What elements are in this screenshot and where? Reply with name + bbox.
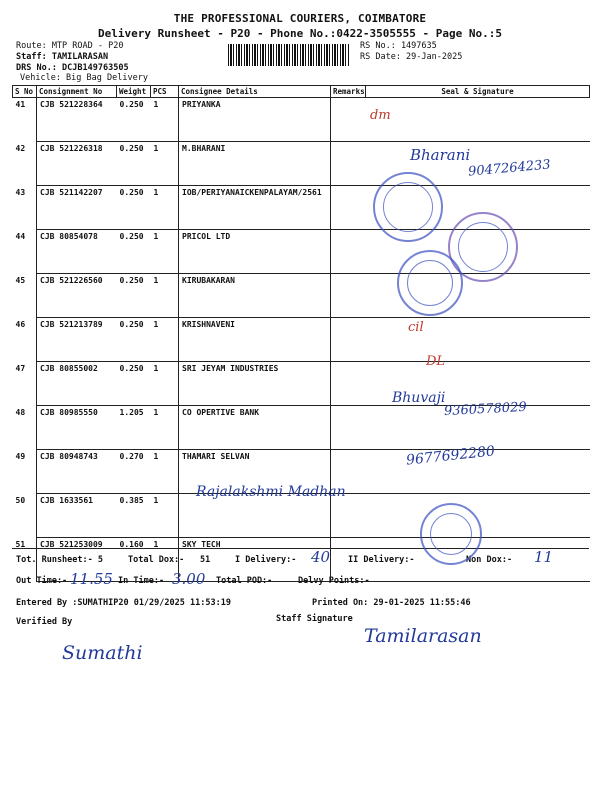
delvy-points-label: Delvy Points:- bbox=[298, 576, 370, 586]
rs-date: RS Date: 29-Jan-2025 bbox=[360, 52, 463, 62]
cell-remarks bbox=[331, 230, 366, 274]
col-consignment: Consignment No bbox=[37, 86, 117, 98]
total-pod-label: Total POD:- bbox=[216, 576, 273, 586]
cell-weight: 0.250 bbox=[117, 362, 151, 406]
cell-cno: CJB 521226560 bbox=[37, 274, 117, 318]
cell-remarks bbox=[331, 318, 366, 362]
cell-weight: 0.385 bbox=[117, 494, 151, 538]
cell-remarks bbox=[331, 406, 366, 450]
cell-consignee: PRICOL LTD bbox=[179, 230, 331, 274]
cell-consignee: KIRUBAKARAN bbox=[179, 274, 331, 318]
vehicle-label: Vehicle: Big Bag Delivery bbox=[20, 73, 148, 83]
col-pcs: PCS bbox=[151, 86, 179, 98]
staff-signature-label: Staff Signature bbox=[276, 614, 353, 624]
handwriting-48-name: Bhuvaji bbox=[392, 390, 446, 406]
cell-pcs: 1 bbox=[151, 450, 179, 494]
cell-cno: CJB 80855002 bbox=[37, 362, 117, 406]
cell-pcs: 1 bbox=[151, 142, 179, 186]
cell-weight: 0.160 bbox=[117, 538, 151, 582]
handwriting-in-time: 3.00 bbox=[172, 570, 206, 588]
cell-cno: CJB 521228364 bbox=[37, 98, 117, 142]
in-time-label: In Time:- bbox=[118, 576, 165, 586]
rs-number: RS No.: 1497635 bbox=[360, 41, 437, 51]
cell-remarks bbox=[331, 362, 366, 406]
cell-weight: 0.250 bbox=[117, 142, 151, 186]
col-remarks: Remarks bbox=[331, 86, 366, 98]
verified-by-label: Verified By bbox=[16, 617, 73, 627]
cell-sno: 47 bbox=[15, 363, 26, 373]
cell-cno: CJB 521213789 bbox=[37, 318, 117, 362]
cell-pcs: 1 bbox=[151, 274, 179, 318]
cell-cno: CJB 521226318 bbox=[37, 142, 117, 186]
cell-consignee: SKY TECH bbox=[179, 538, 331, 582]
handwriting-42-name: Bharani bbox=[410, 146, 471, 164]
cell-seal-signature bbox=[366, 318, 590, 362]
table-row bbox=[13, 362, 590, 406]
cell-pcs: 1 bbox=[151, 362, 179, 406]
cell-sno: 49 bbox=[15, 451, 26, 461]
runsheet-subtitle: Delivery Runsheet - P20 - Phone No.:0422-3505555 - Page No.:5 bbox=[98, 27, 502, 40]
printed-on: Printed On: 29-01-2025 11:55:46 bbox=[312, 598, 471, 608]
cell-cno: CJB 80854078 bbox=[37, 230, 117, 274]
entered-by: Entered By :SUMATHIP20 01/29/2025 11:53:19 bbox=[16, 598, 231, 608]
table-row bbox=[13, 98, 590, 142]
rubber-stamp-43 bbox=[373, 172, 443, 242]
handwriting-49-phone: 9677692280 bbox=[405, 443, 496, 469]
footer-divider bbox=[12, 548, 589, 549]
cell-weight: 0.250 bbox=[117, 98, 151, 142]
cell-pcs: 1 bbox=[151, 406, 179, 450]
cell-consignee: M.BHARANI bbox=[179, 142, 331, 186]
cell-cno: CJB 521142207 bbox=[37, 186, 117, 230]
cell-remarks bbox=[331, 142, 366, 186]
total-dox-label: Total Dox:- bbox=[128, 555, 185, 565]
table-row bbox=[13, 318, 590, 362]
cell-cno: CJB 521253009 bbox=[37, 538, 117, 582]
cell-consignee: THAMARI SELVAN bbox=[179, 450, 331, 494]
cell-weight: 1.205 bbox=[117, 406, 151, 450]
col-consignee: Consignee Details bbox=[179, 86, 331, 98]
table-row bbox=[13, 494, 590, 538]
staff-label: Staff: TAMILARASAN bbox=[16, 52, 109, 62]
table-row bbox=[13, 274, 590, 318]
cell-pcs: 1 bbox=[151, 98, 179, 142]
cell-remarks bbox=[331, 98, 366, 142]
handwriting-46: cil bbox=[408, 320, 424, 335]
handwriting-48-phone: 9360578029 bbox=[443, 399, 528, 420]
cell-sno: 41 bbox=[15, 100, 26, 109]
cell-weight: 0.250 bbox=[117, 318, 151, 362]
cell-weight: 0.250 bbox=[117, 274, 151, 318]
cell-sno: 42 bbox=[15, 143, 26, 153]
i-delivery-label: I Delivery:- bbox=[235, 555, 297, 565]
runsheet-table bbox=[12, 85, 590, 582]
route-label: Route: MTP ROAD - P20 bbox=[16, 41, 124, 51]
handwriting-50-name: Rajalakshmi Madhan bbox=[196, 484, 346, 500]
out-time-label: Out Time:- bbox=[16, 576, 68, 586]
handwriting-non-dox: 11 bbox=[534, 548, 554, 566]
cell-sno: 51 bbox=[15, 539, 26, 549]
cell-consignee: PRIYANKA bbox=[179, 98, 331, 142]
ii-delivery-label: II Delivery:- bbox=[348, 555, 415, 565]
cell-sno: 50 bbox=[15, 495, 26, 505]
cell-pcs: 1 bbox=[151, 538, 179, 582]
cell-sno: 46 bbox=[15, 319, 26, 329]
cell-pcs: 1 bbox=[151, 186, 179, 230]
cell-weight: 0.270 bbox=[117, 450, 151, 494]
col-sno: S No bbox=[13, 86, 37, 98]
cell-sno: 45 bbox=[15, 275, 26, 285]
cell-sno: 43 bbox=[15, 187, 26, 197]
handwriting-42-phone: 9047264233 bbox=[467, 157, 552, 180]
cell-consignee: IOB/PERIYANAICKENPALAYAM/2561 bbox=[179, 186, 331, 230]
cell-cno: CJB 1633561 bbox=[37, 494, 117, 538]
non-dox-label: Non Dox:- bbox=[466, 555, 513, 565]
handwriting-47: DL bbox=[426, 354, 446, 369]
cell-sno: 44 bbox=[15, 231, 26, 241]
cell-consignee bbox=[179, 494, 331, 538]
cell-pcs: 1 bbox=[151, 494, 179, 538]
rubber-stamp-45 bbox=[397, 250, 463, 316]
cell-pcs: 1 bbox=[151, 318, 179, 362]
cell-consignee: KRISHNAVENI bbox=[179, 318, 331, 362]
handwriting-staff-signature: Tamilarasan bbox=[364, 625, 482, 647]
handwriting-i-delivery: 40 bbox=[311, 548, 331, 566]
cell-remarks bbox=[331, 274, 366, 318]
barcode bbox=[228, 44, 350, 66]
cell-cno: CJB 80985550 bbox=[37, 406, 117, 450]
handwriting-41: dm bbox=[370, 108, 391, 123]
cell-consignee: CO OPERTIVE BANK bbox=[179, 406, 331, 450]
total-dox-value: 51 bbox=[200, 555, 211, 565]
col-weight: Weight bbox=[117, 86, 151, 98]
cell-pcs: 1 bbox=[151, 230, 179, 274]
cell-sno: 48 bbox=[15, 407, 26, 417]
handwriting-verified-signature: Sumathi bbox=[62, 642, 143, 664]
cell-remarks bbox=[331, 186, 366, 230]
cell-weight: 0.250 bbox=[117, 186, 151, 230]
tot-runsheet: Tot. Runsheet:- 5 bbox=[16, 555, 103, 565]
cell-consignee: SRI JEYAM INDUSTRIES bbox=[179, 362, 331, 406]
drs-label: DRS No.: DCJB149763505 bbox=[16, 63, 129, 73]
handwriting-out-time: 11.55 bbox=[70, 570, 113, 588]
cell-remarks bbox=[331, 494, 366, 538]
cell-seal-signature bbox=[366, 98, 590, 142]
col-seal-signature: Seal & Signature bbox=[366, 86, 590, 98]
company-title: THE PROFESSIONAL COURIERS, COIMBATORE bbox=[173, 12, 427, 25]
cell-cno: CJB 80948743 bbox=[37, 450, 117, 494]
rubber-stamp-51 bbox=[420, 503, 482, 565]
cell-weight: 0.250 bbox=[117, 230, 151, 274]
